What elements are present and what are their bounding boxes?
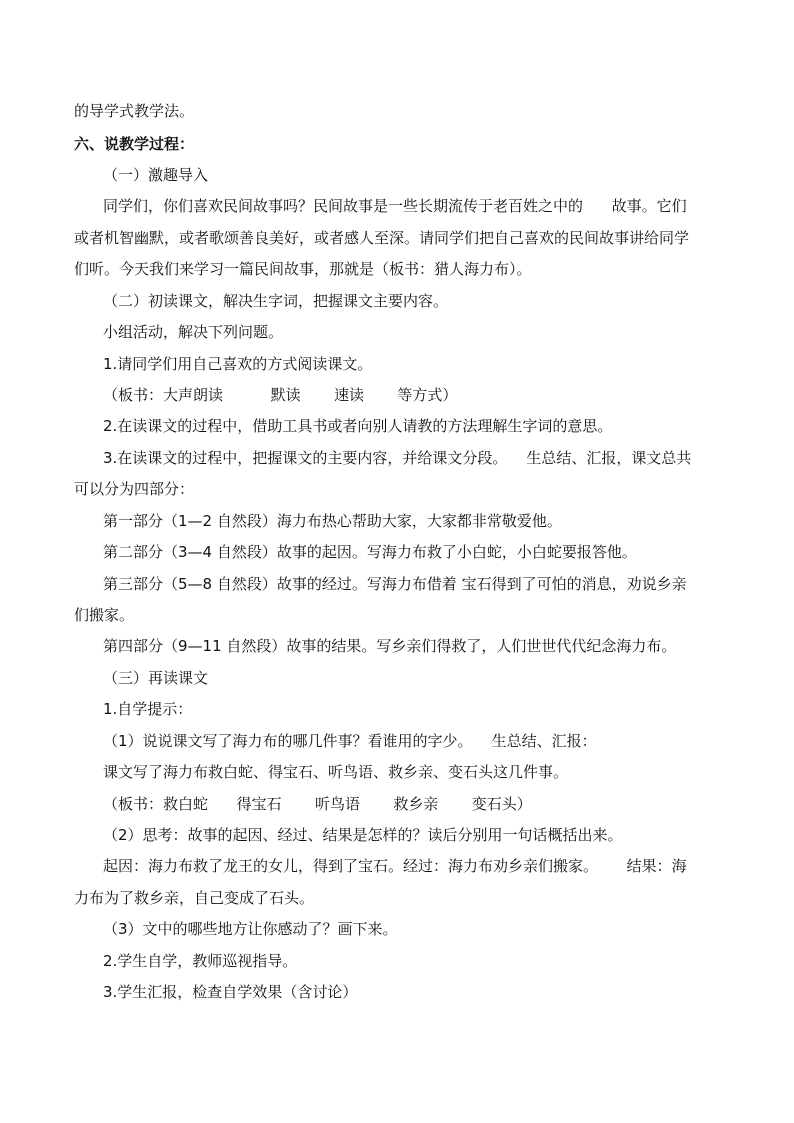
part-line: 第四部分（9—11 自然段）故事的结果。写乡亲们得救了，人们世世代代纪念海力布。 [103, 637, 677, 655]
text-line: 可以分为四部分： [74, 480, 195, 498]
part-line: 第二部分（3—4 自然段）故事的起因。写海力布救了小白蛇，小白蛇要报答他。 [103, 543, 637, 561]
text-line: 课文写了海力布救白蛇、得宝石、听鸟语、救乡亲、变石头这几件事。 [103, 763, 569, 781]
list-item: 3.在读课文的过程中，把握课文的主要内容，并给课文分段。 生总结、汇报，课文总共 [103, 449, 692, 467]
subsection-heading: （三）再读课文 [103, 669, 209, 687]
text-line: 同学们，你们喜欢民间故事吗？民间故事是一些长期流传于老百姓之中的 故事。它们 [103, 197, 687, 215]
subsection-heading: （二）初读课文，解决生字词，把握课文主要内容。 [103, 292, 449, 310]
part-line: 第一部分（1—2 自然段）海力布热心帮助大家，大家都非常敬爱他。 [103, 512, 562, 530]
list-item: 2.学生自学，教师巡视指导。 [103, 952, 298, 970]
text-line: 们搬家。 [74, 606, 135, 624]
text-line: 们听。今天我们来学习一篇民间故事，那就是（板书：猎人海力布）。 [74, 260, 532, 278]
text-line: 力布为了救乡亲，自己变成了石头。 [74, 889, 315, 907]
subsection-heading: （一）激趣导入 [103, 166, 209, 184]
list-item: 3.学生汇报，检查自学效果（含讨论） [103, 983, 358, 1001]
list-item: （3）文中的哪些地方让你感动了？画下来。 [103, 920, 398, 938]
list-item: （1）说说课文写了海力布的哪几件事？看谁用的字少。 生总结、汇报： [103, 732, 597, 750]
section-heading: 六、说教学过程： [74, 135, 195, 153]
text-line: 或者机智幽默，或者歌颂善良美好，或者感人至深。请同学们把自己喜欢的民间故事讲给同学 [74, 229, 690, 247]
text-line: 小组活动，解决下列问题。 [103, 323, 284, 341]
board-note: （板书：救白蛇 得宝石 听鸟语 救乡亲 变石头） [103, 795, 532, 813]
part-line: 第三部分（5—8 自然段）故事的经过。写海力布借着 宝石得到了可怕的消息，劝说乡亲 [103, 575, 687, 593]
list-item: 1.自学提示： [103, 700, 193, 718]
text-line: 起因：海力布救了龙王的女儿，得到了宝石。经过：海力布劝乡亲们搬家。 结果：海 [103, 857, 687, 875]
list-item: （2）思考：故事的起因、经过、结果是怎样的？读后分别用一句话概括出来。 [103, 826, 623, 844]
text-line: 的导学式教学法。 [74, 102, 195, 120]
list-item: 2.在读课文的过程中，借助工具书或者向别人请教的方法理解生字词的意思。 [103, 417, 613, 435]
list-item: 1.请同学们用自己喜欢的方式阅读课文。 [103, 355, 373, 373]
board-note: （板书：大声朗读 默读 速读 等方式） [103, 386, 458, 404]
